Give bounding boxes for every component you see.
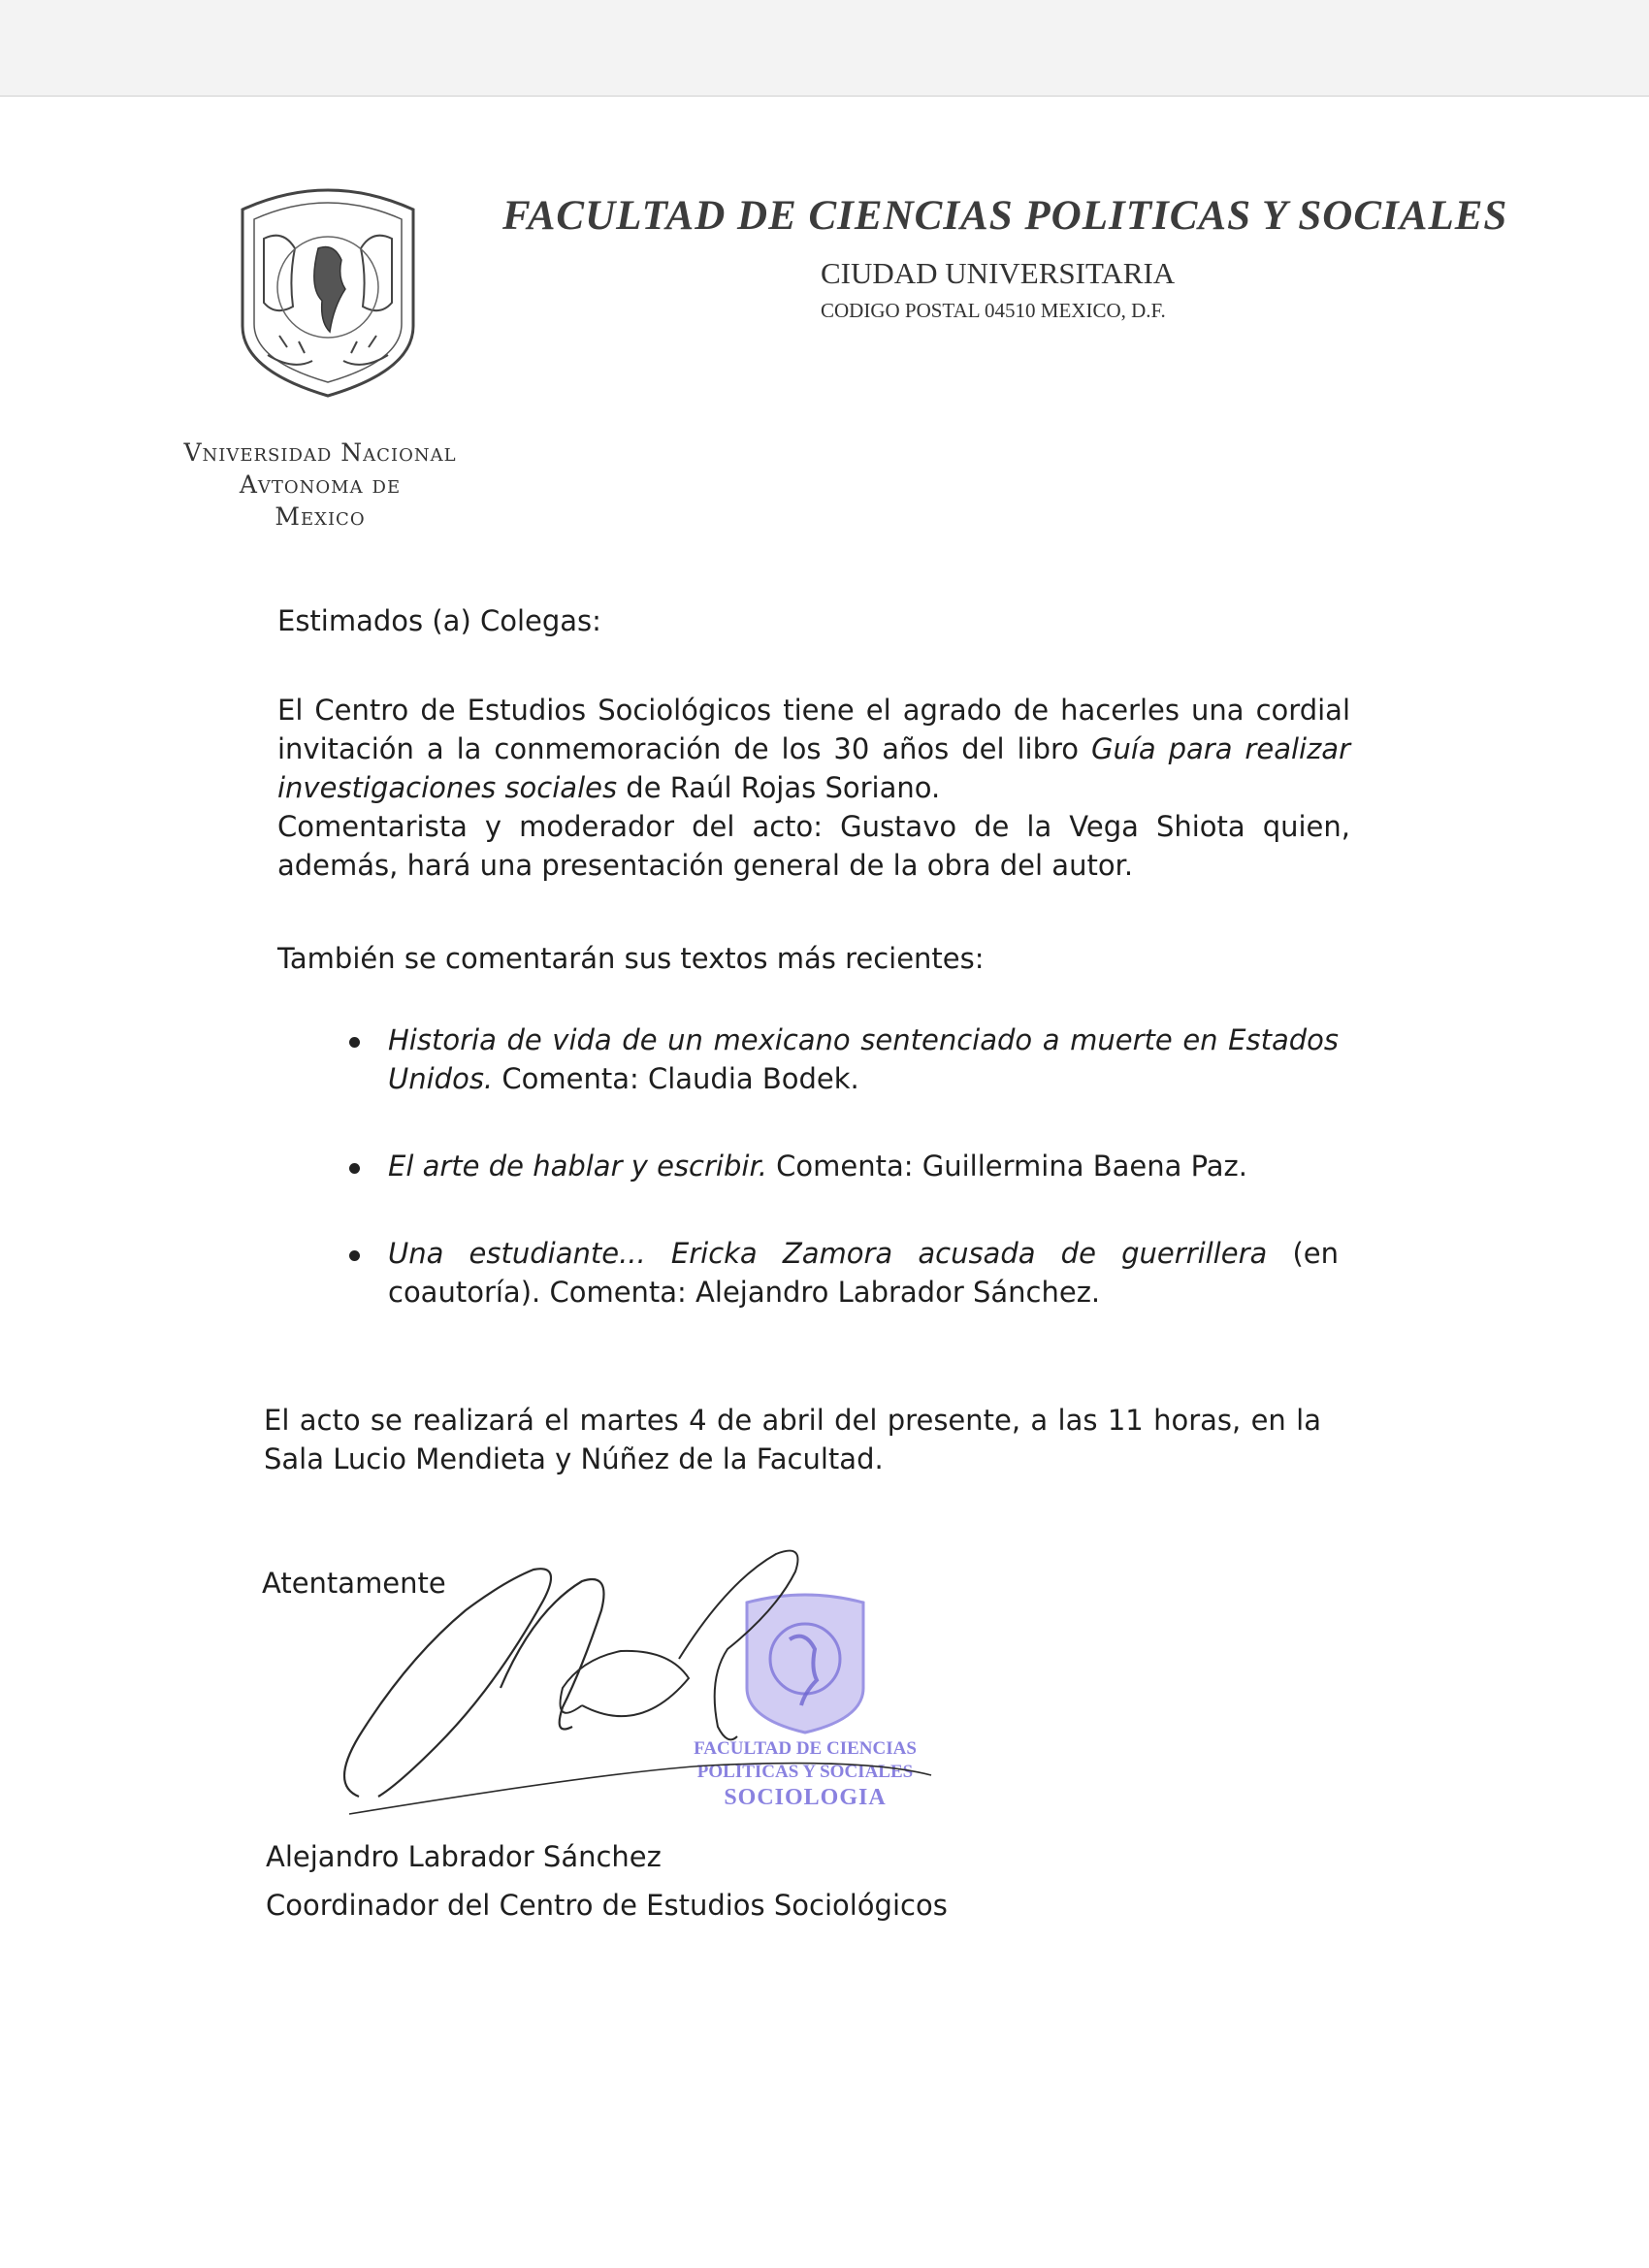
list-item	[343, 1234, 1339, 1312]
closing: Atentamente	[262, 1567, 446, 1600]
signature	[320, 1542, 941, 1833]
faculty-city: CIUDAD UNIVERSITARIA	[821, 256, 1176, 290]
book-list	[343, 1021, 1339, 1360]
faculty-title: FACULTAD DE CIENCIAS POLITICAS Y SOCIALES	[502, 193, 1508, 239]
stamp-line-1: FACULTAD DE CIENCIAS	[694, 1738, 917, 1759]
bullet-icon	[349, 1163, 360, 1174]
signer-name: Alejandro Labrador Sánchez	[266, 1840, 662, 1873]
book-list-commenter: (en coautoría). Comenta: Alejandro Labrador Sánchez.	[388, 1237, 1339, 1309]
book-list-commenter: Comenta: Guillermina Baena Paz.	[766, 1150, 1247, 1183]
invitation-author: de Raúl Rojas Soriano.	[617, 771, 941, 804]
greeting: Estimados (a) Colegas:	[277, 604, 601, 637]
book-list-title: El arte de hablar y escribir.	[388, 1150, 767, 1183]
event-details: El acto se realizará el martes 4 de abril del presente, a las 11 horas, en la Sala Lucio Mendieta y Núñez de la Facultad.	[264, 1404, 1321, 1475]
stamp-line-2: POLITICAS Y SOCIALES	[696, 1762, 914, 1782]
invitation-intro: El Centro de Estudios Sociológicos tiene el agrado de hacerles una cordial invitación a la conmemoración de los 30 años del libro	[277, 694, 1350, 765]
university-line-3: Mexico	[275, 502, 366, 531]
unam-seal-icon	[225, 180, 431, 405]
recent-texts-intro: También se comentarán sus textos más recientes:	[277, 942, 985, 975]
book-list-title: Una estudiante... Ericka Zamora acusada de guerrillera	[388, 1237, 1268, 1270]
list-item	[343, 1147, 1339, 1185]
book-list-commenter: Comenta: Claudia Bodek.	[493, 1062, 859, 1095]
scan-edge	[0, 0, 1649, 97]
university-line-2: Avtonoma de	[239, 470, 402, 499]
signer-role: Coordinador del Centro de Estudios Sociológicos	[266, 1889, 948, 1922]
bullet-icon	[349, 1250, 360, 1261]
faculty-postal-address: CODIGO POSTAL 04510 MEXICO, D.F.	[821, 299, 1166, 322]
bullet-icon	[349, 1037, 360, 1048]
university-name	[155, 437, 485, 533]
university-line-1: Vniversidad Nacional	[183, 438, 457, 467]
invitation-paragraph	[277, 691, 1350, 885]
book-list-title: Historia de vida de un mexicano sentenciado a muerte en Estados Unidos.	[388, 1023, 1339, 1095]
moderator-text: Comentarista y moderador del acto: Gustavo de la Vega Shiota quien, además, hará una presentación general de la obra del autor.	[277, 810, 1350, 882]
book-title: Guía para realizar investigaciones sociales	[277, 732, 1350, 804]
list-item	[343, 1021, 1339, 1098]
stamp-line-3: SOCIOLOGIA	[724, 1785, 887, 1810]
